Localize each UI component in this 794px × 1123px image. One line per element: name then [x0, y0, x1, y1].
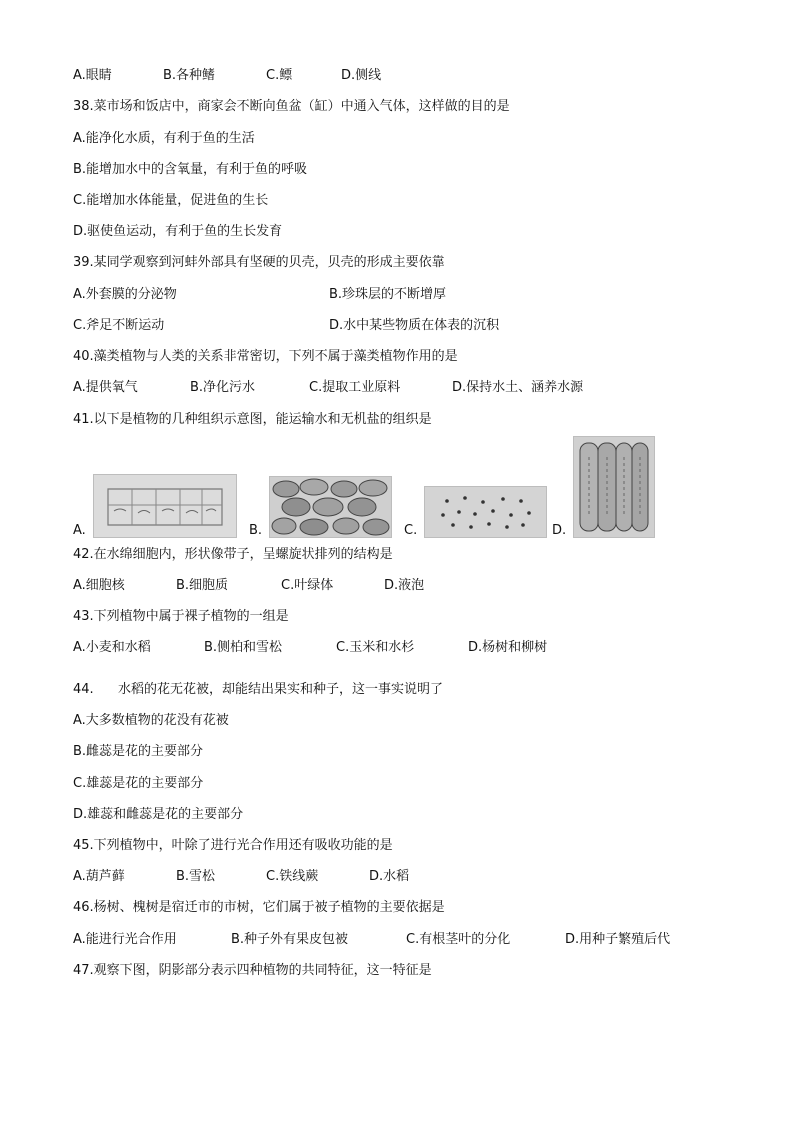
q44-option-d: D.雄蕊和雌蕊是花的主要部分	[73, 807, 244, 822]
q44-option-c: C.雄蕊是花的主要部分	[73, 776, 204, 791]
q43-option-a: A.小麦和水稻	[73, 640, 151, 655]
q39-stem: 39.某同学观察到河蚌外部具有坚硬的贝壳，贝壳的形成主要依靠	[73, 255, 445, 270]
q43-stem: 43.下列植物中属于裸子植物的一组是	[73, 609, 289, 624]
q38-option-d: D.驱使鱼运动，有利于鱼的生长发育	[73, 224, 283, 239]
q42-option-d: D.液泡	[384, 578, 425, 593]
q37-option-d: D.侧线	[341, 68, 382, 83]
q39-option-d: D.水中某些物质在体表的沉积	[329, 318, 500, 333]
q38-stem: 38.菜市场和饭店中，商家会不断向鱼盆（缸）中通入气体，这样做的目的是	[73, 99, 510, 114]
q41-label-c: C.	[404, 523, 418, 538]
q44-number: 44.	[73, 682, 94, 697]
q41-figure-a	[93, 474, 237, 538]
q41-figure-d	[573, 436, 655, 538]
q37-option-c: C.鳔	[266, 68, 293, 83]
q41-stem: 41.以下是植物的几种组织示意图，能运输水和无机盐的组织是	[73, 412, 432, 427]
q43-option-d: D.杨树和柳树	[468, 640, 548, 655]
q46-option-b: B.种子外有果皮包被	[231, 932, 349, 947]
q43-option-c: C.玉米和水杉	[336, 640, 415, 655]
q44-option-b: B.雌蕊是花的主要部分	[73, 744, 204, 759]
q42-option-a: A.细胞核	[73, 578, 125, 593]
q45-option-c: C.铁线蕨	[266, 869, 319, 884]
q45-option-a: A.葫芦藓	[73, 869, 125, 884]
q46-option-c: C.有根茎叶的分化	[406, 932, 511, 947]
q42-stem: 42.在水绵细胞内，形状像带子，呈螺旋状排列的结构是	[73, 547, 393, 562]
q40-option-b: B.净化污水	[190, 380, 256, 395]
q39-option-a: A.外套膜的分泌物	[73, 287, 177, 302]
q41-label-b: B.	[249, 523, 263, 538]
q37-option-b: B.各种鳍	[163, 68, 216, 83]
q39-option-b: B.珍珠层的不断增厚	[329, 287, 447, 302]
q45-option-d: D.水稻	[369, 869, 410, 884]
q45-stem: 45.下列植物中，叶除了进行光合作用还有吸收功能的是	[73, 838, 393, 853]
q45-option-b: B.雪松	[176, 869, 216, 884]
q40-option-a: A.提供氧气	[73, 380, 138, 395]
q42-option-b: B.细胞质	[176, 578, 229, 593]
q38-option-a: A.能净化水质，有利于鱼的生活	[73, 131, 255, 146]
q44-stem: 水稻的花无花被，却能结出果实和种子，这一事实说明了	[118, 682, 444, 697]
q46-option-a: A.能进行光合作用	[73, 932, 177, 947]
q46-option-d: D.用种子繁殖后代	[565, 932, 671, 947]
q41-label-d: D.	[552, 523, 567, 538]
q38-option-b: B.能增加水中的含氧量，有利于鱼的呼吸	[73, 162, 308, 177]
q41-label-a: A.	[73, 523, 86, 538]
q40-option-d: D.保持水土、涵养水源	[452, 380, 584, 395]
q37-option-a: A.眼睛	[73, 68, 112, 83]
q44-option-a: A.大多数植物的花没有花被	[73, 713, 229, 728]
q43-option-b: B.侧柏和雪松	[204, 640, 283, 655]
q41-figure-b	[269, 476, 392, 538]
q42-option-c: C.叶绿体	[281, 578, 334, 593]
q38-option-c: C.能增加水体能量，促进鱼的生长	[73, 193, 269, 208]
q47-stem: 47.观察下图，阴影部分表示四种植物的共同特征，这一特征是	[73, 963, 432, 978]
q46-stem: 46.杨树、槐树是宿迁市的市树，它们属于被子植物的主要依据是	[73, 900, 445, 915]
q40-option-c: C.提取工业原料	[309, 380, 401, 395]
q41-figure-c	[424, 486, 547, 538]
q39-option-c: C.斧足不断运动	[73, 318, 165, 333]
q40-stem: 40.藻类植物与人类的关系非常密切，下列不属于藻类植物作用的是	[73, 349, 458, 364]
